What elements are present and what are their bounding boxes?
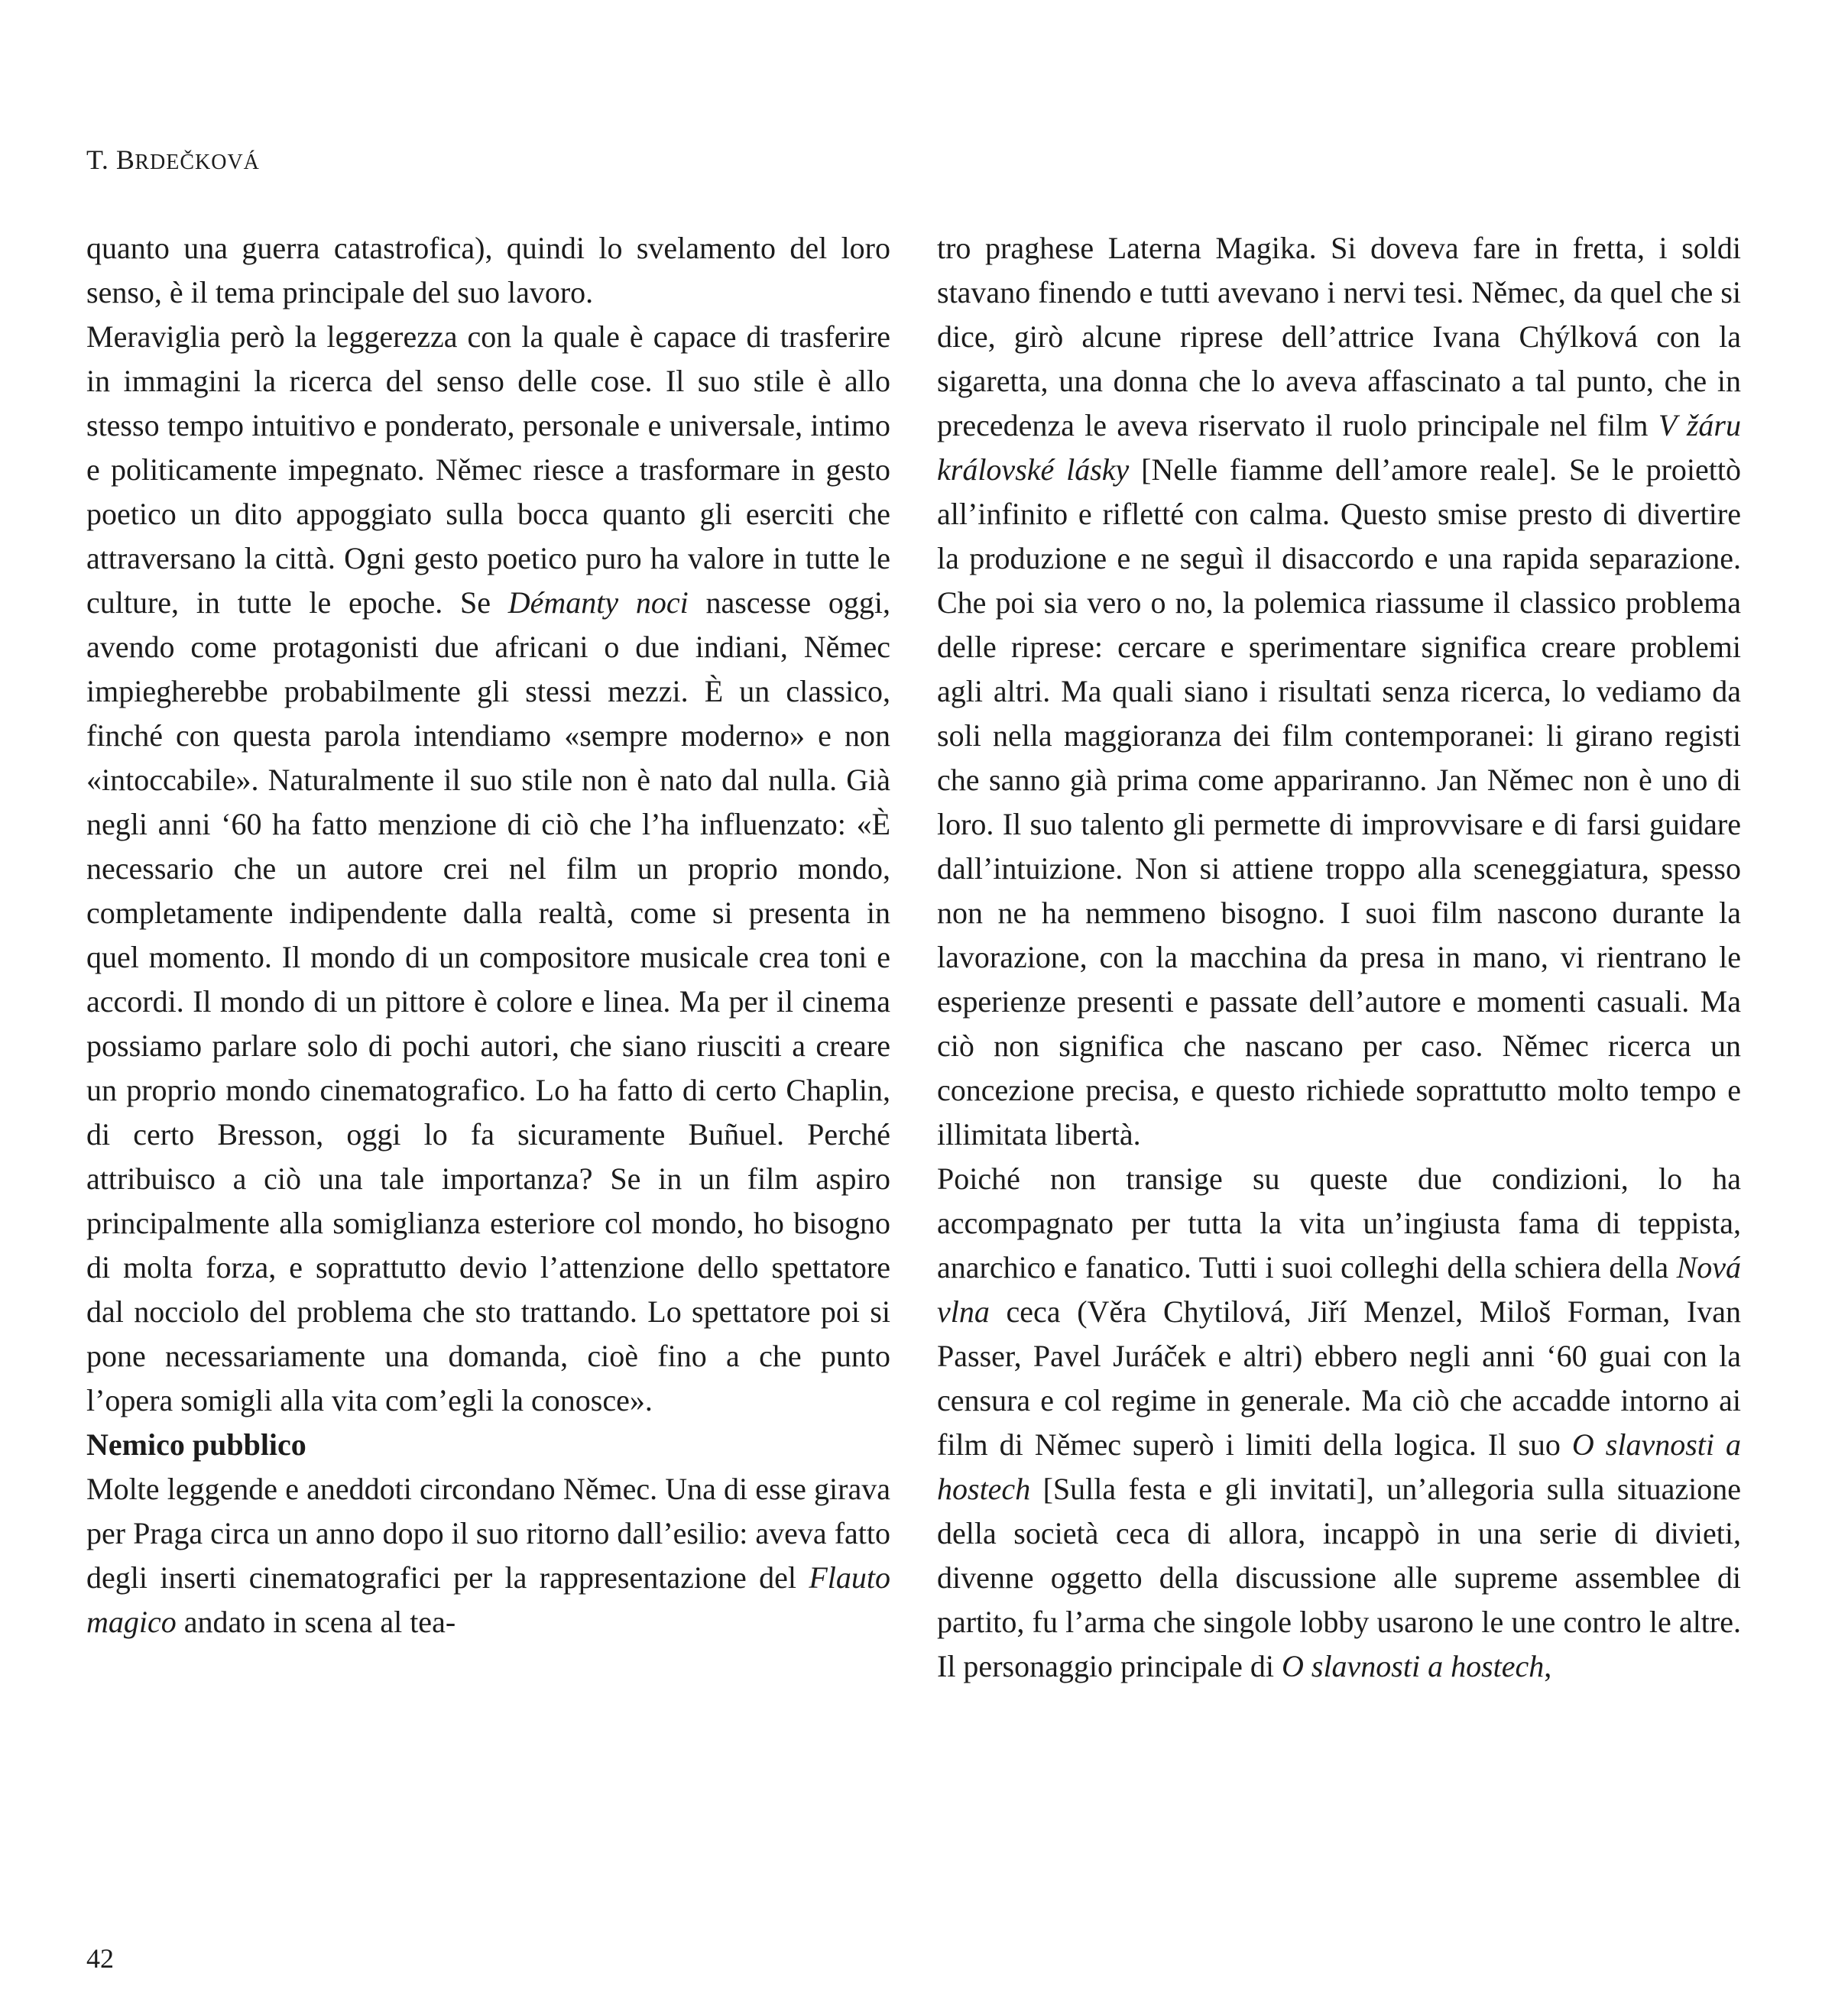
text-run: tro praghese Laterna Magika. Si doveva fare in fretta, i soldi stavano finendo e tutti avevano i nervi tesi. Němec, da quel che si dice, girò alcune riprese dell’attrice Ivana Chýlková con la sigaretta, una donna che lo aveva affascinato a tal punto, che in precedenza le aveva riservato il ruolo principale nel film	[937, 231, 1741, 442]
running-head	[86, 144, 260, 176]
author-surname: RDEČKOVÁ	[135, 151, 260, 174]
left-column	[86, 226, 890, 1644]
section-heading: Nemico pubblico	[86, 1427, 306, 1462]
text-run: ,	[1544, 1649, 1552, 1683]
text-run: Molte leggende e aneddoti circondano Němec. Una di esse girava per Praga circa un anno dopo il suo ritorno dall’esilio: aveva fatto degli inserti cinematografici per la rappresentazione del	[86, 1472, 890, 1595]
work-title: Flauto magico	[86, 1560, 890, 1639]
film-title: O slavnosti a hostech	[1281, 1649, 1545, 1683]
paragraph	[937, 226, 1741, 1157]
paragraph: quanto una guerra catastrofica), quindi lo svelamento del loro senso, è il tema principale del suo lavoro.	[86, 231, 890, 309]
paragraph	[86, 1467, 890, 1644]
text-run: nascesse oggi, avendo come protagonisti due africani o due indiani, Němec impiegherebbe probabilmente gli stessi mezzi. È un classico, finché con questa parola intendiamo «sempre moderno» e non «intoccabile». Naturalmente il suo stile non è nato dal nulla. Già negli anni ‘60 ha fatto menzione di ciò che l’ha influenzato: «È necessario che un autore crei nel film un proprio mondo, completamente indipendente dalla realtà, come si presenta in quel momento. Il mondo di un compositore musicale crea toni e accordi. Il mondo di un pittore è colore e linea. Ma per il cinema possiamo parlare solo di pochi autori, che siano riusciti a creare un proprio mondo cinematografico. Lo ha fatto di certo Chaplin, di certo Bresson, oggi lo fa sicuramente Buñuel. Perché attribuisco a ciò una tale importanza? Se in un film aspiro principalmente alla somiglianza esteriore col mondo, ho bisogno di molta forza, e soprattutto devio l’attenzione dello spettatore dal nocciolo del problema che sto trattando. Lo spettatore poi si pone necessariamente una domanda, cioè fino a che punto l’opera somigli alla vita com’egli la conosce».	[86, 585, 891, 1417]
text-run: ceca (Věra Chytilová, Jiří Menzel, Miloš Forman, Ivan Passer, Pavel Juráček e altri) ebbero negli anni ‘60 guai con la censura e col regime in generale. Ma ciò che accadde intorno ai film di Němec superò i limiti della logica. Il suo	[937, 1294, 1741, 1462]
film-title: Démanty noci	[507, 585, 689, 620]
page-number: 42	[86, 1943, 114, 1974]
text-run: Meraviglia però la leggerezza con la quale è capace di trasferire in immagini la ricerca del senso delle cose. Il suo stile è allo stesso tempo intuitivo e ponderato, personale e universale, intimo e politicamente impegnato. Němec riesce a trasformare in gesto poetico un dito appoggiato sulla bocca quanto gli eserciti che attraversano la città. Ogni gesto poetico puro ha valore in tutte le culture, in tutte le epoche. Se	[86, 319, 890, 620]
film-title: O slavnosti a hostech	[937, 1427, 1741, 1506]
right-column	[937, 226, 1741, 1689]
paragraph	[86, 315, 890, 1423]
paragraph	[937, 1157, 1741, 1689]
text-run: [Nelle fiamme dell’amore reale]. Se le proiettò all’infinito e rifletté con calma. Questo smise presto di divertire la produzione e ne seguì il disaccordo e una rapida separazione. Che poi sia vero o no, la polemica riassume il classico problema delle riprese: cercare e sperimentare significa creare problemi agli altri. Ma quali siano i risultati senza ricerca, lo vediamo da soli nella maggioranza dei film contemporanei: li girano registi che sanno già prima come appariranno. Jan Němec non è uno di loro. Il suo talento gli permette di improvvisare e di farsi guidare dall’intuizione. Non si attiene troppo alla sceneggiatura, spesso non ne ha nemmeno bisogno. I suoi film nascono durante la lavorazione, con la macchina da presa in mano, vi rientrano le esperienze presenti e passate dell’autore e momenti casuali. Ma ciò non significa che nascano per caso. Němec ricerca un concezione precisa, e questo richiede soprattutto molto tempo e illimitata libertà.	[937, 452, 1741, 1152]
text-run: Poiché non transige su queste due condizioni, lo ha accompagnato per tutta la vita un’ingiusta fama di teppista, anarchico e fanatico. Tutti i suoi colleghi della schiera della	[937, 1161, 1741, 1284]
film-title: V žáru královské lásky	[937, 408, 1741, 487]
movement-title: Nová vlna	[937, 1250, 1741, 1329]
text-run: [Sulla festa e gli invitati], un’allegoria sulla situazione della società ceca di allora, incappò in una serie di divieti, divenne oggetto della discussione alle supreme assemblee di partito, fu l’arma che singole lobby usarono le une contro le altre. Il personaggio principale di	[937, 1472, 1741, 1683]
text-run: andato in scena al tea-	[176, 1605, 456, 1639]
author-initial: T. B	[86, 144, 135, 175]
